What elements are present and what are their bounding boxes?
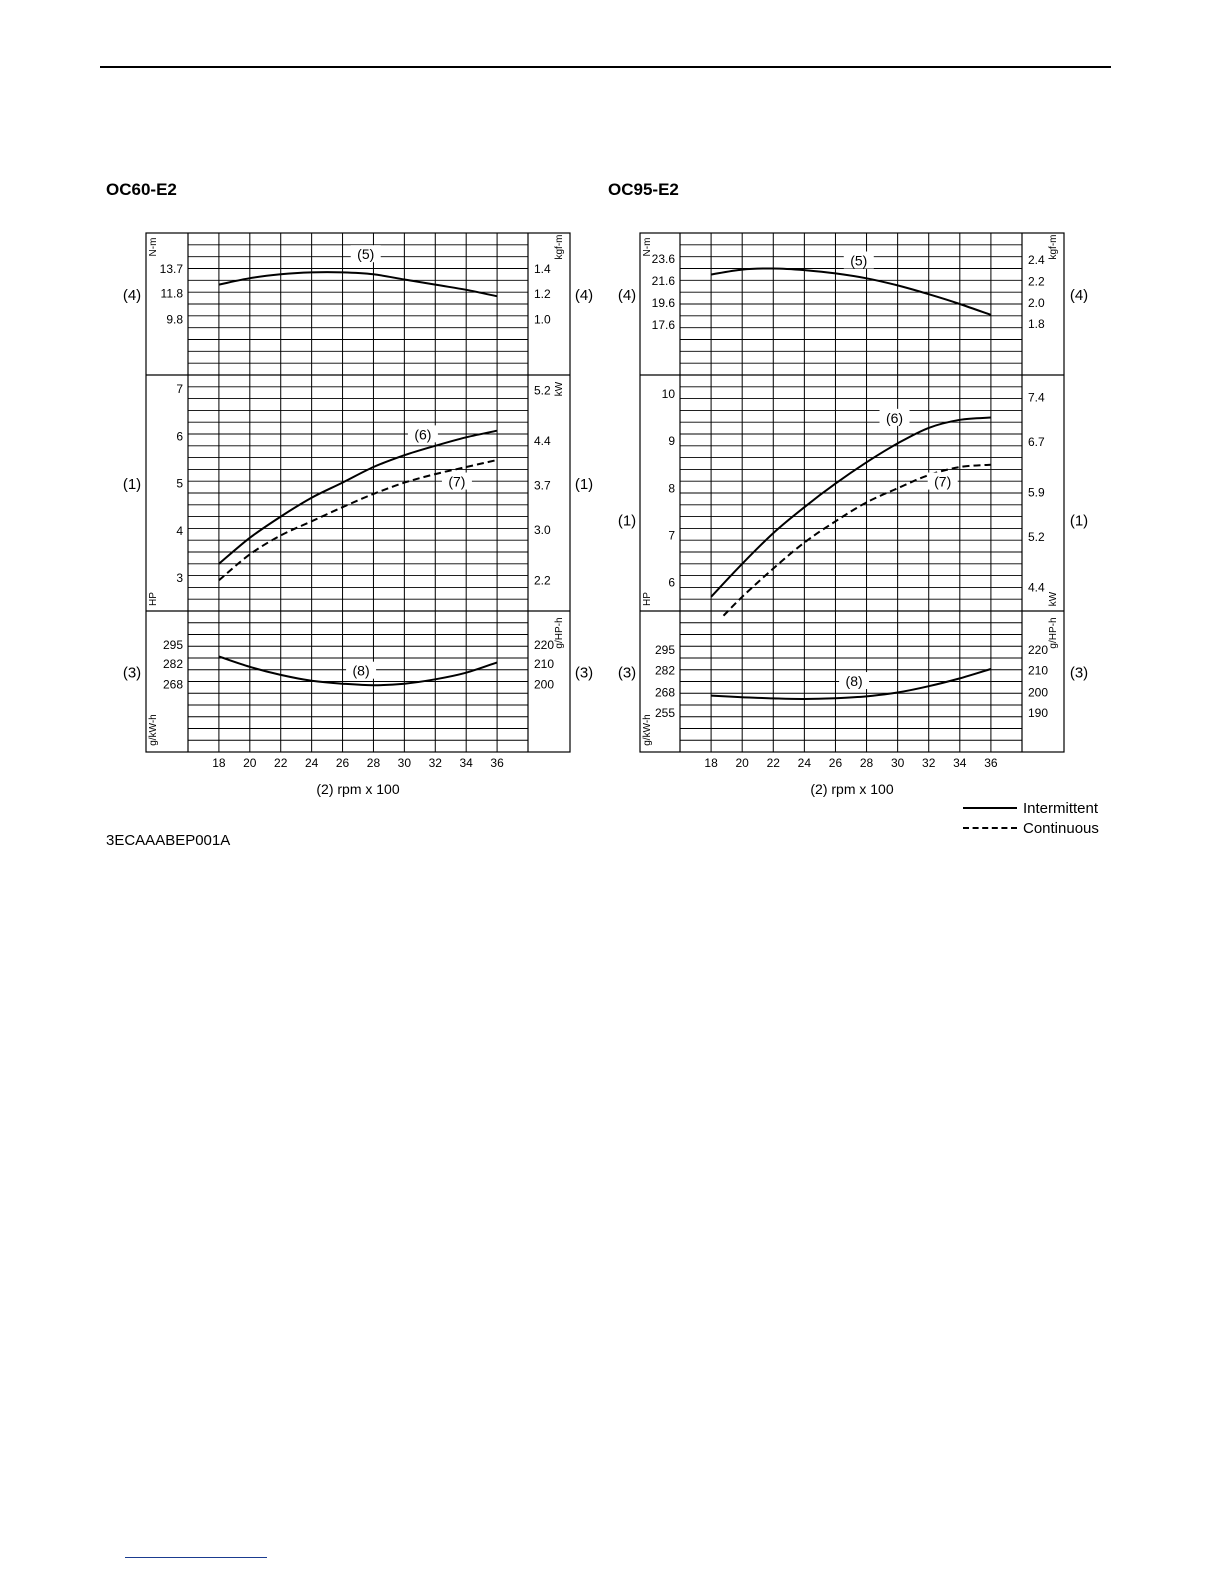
- right-unit-label: kgf-m: [554, 234, 565, 260]
- x-tick-label: 26: [828, 756, 843, 770]
- right-tick-label: 5.2: [534, 383, 551, 398]
- side-label-left: (4): [122, 287, 142, 304]
- panel-power: [123, 375, 593, 606]
- right-tick-label: 210: [534, 656, 555, 671]
- bottom-rule: [125, 1557, 267, 1558]
- right-tick-label: 5.9: [1028, 485, 1045, 500]
- left-tick-label: 19.6: [651, 295, 675, 310]
- chart-0: [123, 233, 593, 797]
- left-unit-label: g/kW-h: [148, 714, 159, 746]
- chart-1: [618, 233, 1088, 797]
- side-label-left: (3): [617, 664, 637, 682]
- x-tick-label: 36: [490, 756, 504, 770]
- right-unit-label: kW: [1048, 591, 1059, 607]
- side-label-left: (3): [122, 664, 142, 682]
- left-tick-label: 255: [654, 705, 675, 720]
- right-tick-label: 4.4: [534, 434, 551, 449]
- series-curve-5: [711, 268, 991, 314]
- left-tick-label: 13.7: [159, 262, 183, 277]
- left-tick-label: 9: [668, 434, 675, 449]
- left-unit-label: HP: [148, 592, 159, 606]
- x-tick-label: 24: [797, 756, 812, 770]
- panel-fuel: [618, 611, 1088, 746]
- left-tick-label: 282: [654, 663, 675, 678]
- legend: [963, 798, 1099, 838]
- series-label: (7): [448, 473, 466, 490]
- x-tick-label: 26: [335, 756, 350, 770]
- right-tick-label: 220: [1028, 643, 1049, 658]
- right-tick-label: 200: [534, 677, 555, 692]
- x-tick-label: 22: [274, 756, 288, 770]
- right-tick-label: 6.7: [1028, 435, 1045, 450]
- panel-torque: [123, 235, 593, 364]
- series-label: (6): [414, 426, 432, 443]
- right-tick-label: 2.2: [1028, 274, 1045, 289]
- left-tick-label: 9.8: [166, 312, 183, 327]
- left-tick-label: 17.6: [651, 317, 675, 332]
- x-tick-label: 30: [890, 756, 905, 770]
- left-tick-label: 295: [162, 637, 183, 652]
- chart-title-oc95: OC95-E2: [608, 180, 679, 199]
- x-tick-label: 18: [704, 756, 718, 770]
- side-label-right: (1): [1069, 512, 1089, 530]
- series-curve-6: [711, 418, 991, 597]
- right-unit-label: kgf-m: [1048, 234, 1059, 260]
- left-tick-label: 11.8: [160, 286, 183, 301]
- left-tick-label: 8: [668, 481, 675, 496]
- right-tick-label: 7.4: [1028, 390, 1045, 405]
- x-tick-label: 18: [212, 756, 226, 770]
- left-tick-label: 295: [654, 643, 675, 658]
- left-tick-label: 23.6: [651, 252, 675, 267]
- legend-label-continuous: Continuous: [1023, 819, 1099, 837]
- x-tick-label: 20: [243, 756, 257, 770]
- series-curve-5: [219, 272, 497, 296]
- side-label-left: (4): [617, 287, 637, 304]
- right-tick-label: 190: [1028, 705, 1049, 720]
- right-tick-label: 210: [1028, 663, 1049, 678]
- series-label: (8): [845, 673, 863, 690]
- x-tick-label: 34: [953, 756, 967, 770]
- right-tick-label: 3.7: [534, 478, 551, 493]
- x-tick-label: 28: [366, 756, 381, 770]
- legend-label-intermittent: Intermittent: [1023, 799, 1099, 817]
- left-unit-label: HP: [642, 592, 653, 606]
- right-unit-label: kW: [554, 381, 565, 397]
- right-tick-label: 3.0: [534, 522, 551, 537]
- x-tick-label: 32: [428, 756, 442, 770]
- x-axis-label: (2) rpm x 100: [810, 781, 894, 797]
- legend-dashed-swatch: [963, 827, 1017, 829]
- right-tick-label: 1.8: [1028, 317, 1045, 332]
- left-tick-label: 6: [176, 429, 183, 444]
- left-tick-label: 268: [162, 677, 183, 692]
- right-tick-label: 2.0: [1028, 295, 1045, 310]
- side-label-left: (1): [122, 476, 142, 493]
- series-label: (6): [885, 409, 904, 426]
- x-tick-label: 24: [304, 756, 319, 770]
- left-tick-label: 5: [176, 476, 183, 491]
- x-tick-label: 30: [397, 756, 412, 770]
- left-tick-label: 10: [661, 386, 675, 401]
- right-tick-label: 220: [534, 637, 555, 652]
- figure-code: 3ECAAABEP001A: [106, 832, 231, 849]
- legend-solid-swatch: [963, 807, 1017, 809]
- side-label-right: (4): [574, 287, 594, 304]
- left-tick-label: 7: [668, 528, 675, 543]
- x-tick-label: 28: [859, 756, 874, 770]
- right-tick-label: 1.4: [534, 261, 551, 276]
- x-tick-label: 20: [735, 756, 749, 770]
- right-tick-label: 4.4: [1028, 580, 1045, 595]
- left-tick-label: 21.6: [651, 274, 675, 289]
- left-unit-label: N-m: [642, 237, 653, 257]
- series-label: (8): [352, 662, 370, 679]
- panel-power: [618, 375, 1088, 616]
- x-tick-label: 22: [766, 756, 780, 770]
- x-axis-label: (2) rpm x 100: [316, 781, 400, 797]
- left-tick-label: 6: [668, 575, 675, 590]
- side-label-right: (4): [1069, 287, 1089, 304]
- series-label: (5): [357, 246, 375, 263]
- right-tick-label: 200: [1028, 685, 1049, 700]
- x-tick-label: 32: [922, 756, 936, 770]
- left-unit-label: N-m: [148, 237, 159, 257]
- right-unit-label: g/HP-h: [554, 617, 565, 649]
- panel-fuel: [123, 611, 593, 746]
- x-tick-label: 34: [459, 756, 473, 770]
- side-label-right: (3): [574, 664, 594, 682]
- right-tick-label: 2.4: [1028, 252, 1045, 267]
- left-unit-label: g/kW-h: [642, 714, 653, 746]
- legend-item-intermittent: [963, 798, 1099, 818]
- left-tick-label: 282: [162, 656, 183, 671]
- right-tick-label: 2.2: [534, 573, 551, 588]
- series-label: (7): [934, 473, 952, 490]
- x-tick-label: 36: [984, 756, 998, 770]
- side-label-right: (3): [1069, 664, 1089, 682]
- side-label-right: (1): [574, 476, 594, 493]
- series-label: (5): [850, 252, 868, 269]
- right-unit-label: g/HP-h: [1048, 617, 1059, 649]
- left-tick-label: 268: [654, 685, 675, 700]
- legend-item-continuous: [963, 818, 1099, 838]
- right-tick-label: 5.2: [1028, 529, 1045, 544]
- right-tick-label: 1.0: [534, 312, 551, 327]
- chart-title-oc60: OC60-E2: [106, 180, 177, 199]
- right-tick-label: 1.2: [534, 287, 551, 302]
- series-curve-6: [219, 431, 497, 564]
- left-tick-label: 3: [176, 570, 183, 585]
- left-tick-label: 4: [176, 523, 183, 538]
- left-tick-label: 7: [176, 382, 183, 397]
- panel-torque: [618, 235, 1088, 364]
- side-label-left: (1): [617, 512, 637, 530]
